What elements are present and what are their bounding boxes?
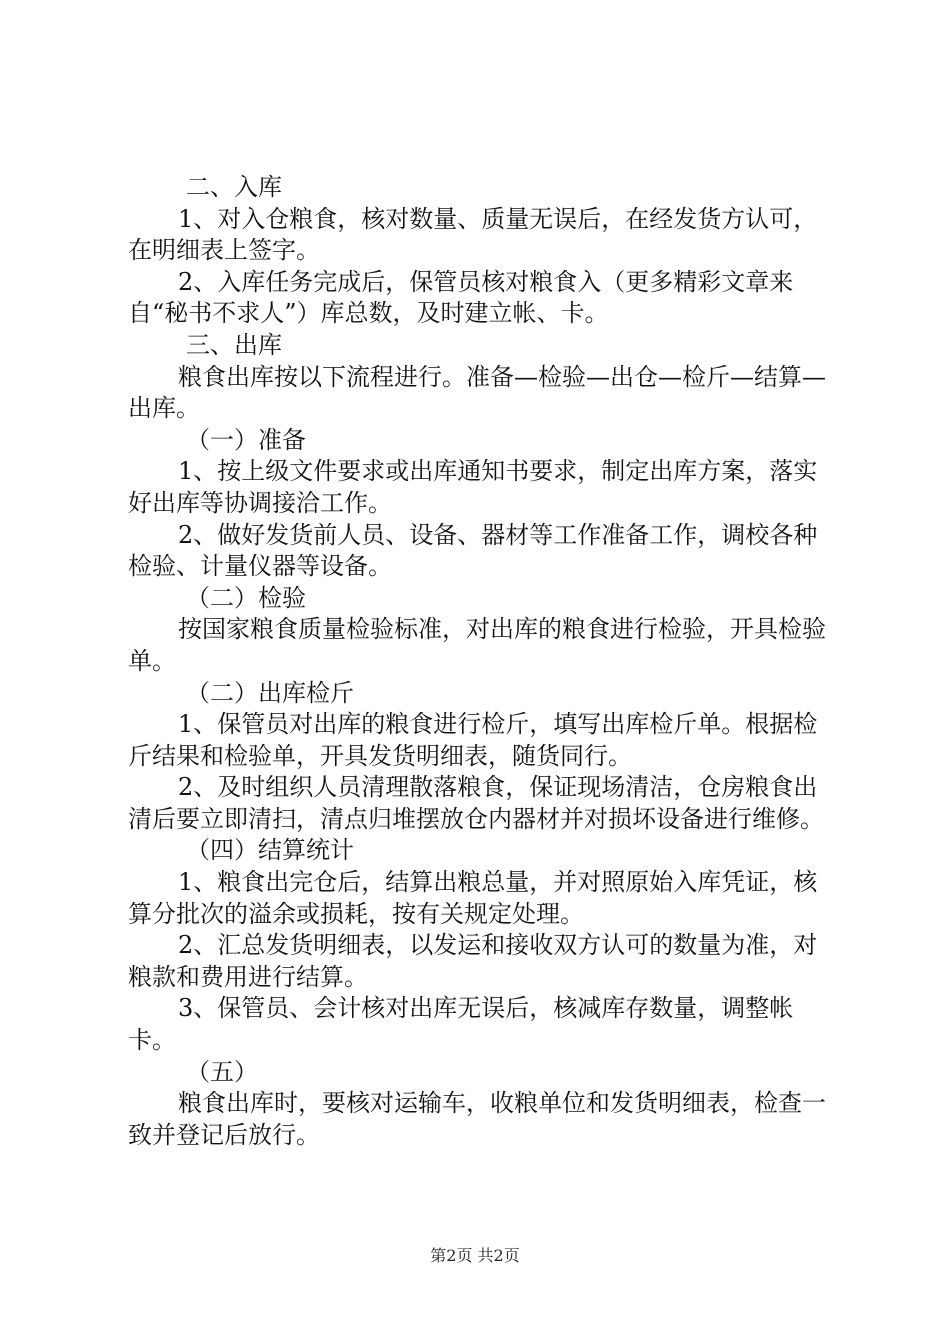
paragraph: 粮食出库时，要核对运输车，收粮单位和发货明细表，检查一致并登记后放行。 [128, 1089, 826, 1149]
paragraph: 按国家粮食质量检验标准，对出库的粮食进行检验，开具检验单。 [128, 615, 826, 675]
paragraph: 2、汇总发货明细表，以发运和接收双方认可的数量为准，对粮款和费用进行结算。 [128, 931, 818, 991]
paragraph: 粮食出库按以下流程进行。准备—检验—出仓—检斤—结算—出库。 [128, 362, 826, 423]
subsection-heading-weigh: （二）出库检斤 [186, 678, 354, 707]
paragraph: 1、按上级文件要求或出库通知书要求，制定出库方案，落实好出库等协调接洽工作。 [128, 457, 818, 517]
document-body [128, 172, 834, 1151]
section-heading-outbound: 三、出库 [186, 330, 282, 359]
page-number-footer: 第2页 共2页 [430, 1246, 520, 1265]
subsection-heading-settlement: （四）结算统计 [186, 836, 354, 865]
subsection-heading-inspect: （二）检验 [186, 583, 306, 612]
paragraph: 3、保管员、会计核对出库无误后，核减库存数量，调整帐卡。 [128, 994, 794, 1055]
paragraph: 2、入库任务完成后，保管员核对粮食入（更多精彩文章来自“秘书不求人”）库总数，及时建立帐、卡。 [128, 267, 794, 328]
paragraph: 1、保管员对出库的粮食进行检斤，填写出库检斤单。根据检斤结果和检验单，开具发货明细表，随货同行。 [128, 710, 818, 770]
section-heading-inbound: 二、入库 [186, 173, 282, 201]
subsection-heading-five: （五） [186, 1057, 258, 1086]
paragraph: 2、及时组织人员清理散落粮食，保证现场清洁，仓房粮食出清后要立即清扫，清点归堆摆放仓内器材并对损坏设备进行维修。 [128, 773, 824, 833]
paragraph: 1、对入仓粮食，核对数量、质量无误后，在经发货方认可，在明细表上签字。 [128, 204, 818, 265]
paragraph: 2、做好发货前人员、设备、器材等工作准备工作，调校各种检验、计量仪器等设备。 [128, 520, 818, 581]
paragraph: 1、粮食出完仓后，结算出粮总量，并对照原始入库凭证，核算分批次的溢余或损耗，按有关规定处理。 [128, 868, 818, 928]
subsection-heading-prepare: （一）准备 [186, 425, 306, 454]
